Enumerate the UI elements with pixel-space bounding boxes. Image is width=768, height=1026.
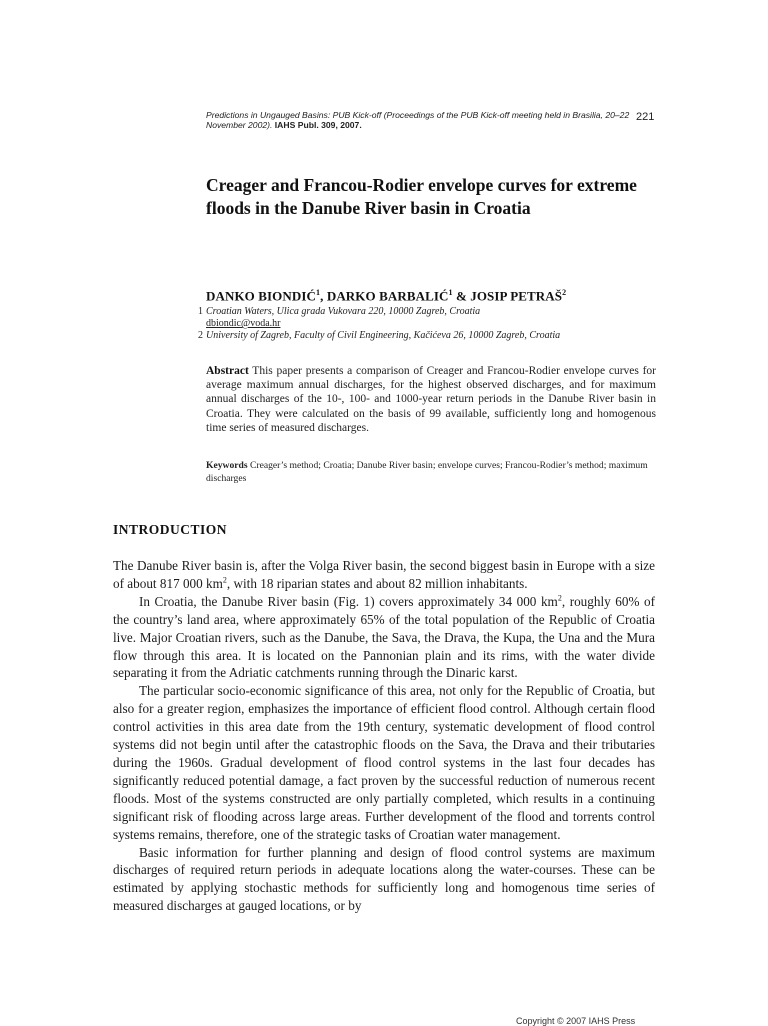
copyright-notice: Copyright © 2007 IAHS Press xyxy=(516,1016,636,1026)
author-name: DARKO BARBALIĆ xyxy=(326,288,449,304)
abstract-label: Abstract xyxy=(206,365,249,377)
paragraph xyxy=(113,593,655,683)
header-publication: IAHS Publ. 309, 2007. xyxy=(274,120,362,130)
header-citation: Predictions in Ungauged Basins: PUB Kick-off (Proceedings of the PUB Kick-off meeting held in Brasilia, 20–22 November 2002). xyxy=(206,110,630,130)
author-affiliation-mark: 2 xyxy=(562,288,567,297)
page-number: 221 xyxy=(636,111,655,123)
affiliation-number: 2 xyxy=(198,330,203,341)
abstract xyxy=(206,364,656,435)
affiliation-text: University of Zagreb, Faculty of Civil Engineering, Kačićeva 26, 10000 Zagreb, Croatia xyxy=(206,330,561,341)
author-list xyxy=(206,288,676,304)
keywords-label: Keywords xyxy=(206,460,248,471)
running-header xyxy=(206,110,646,130)
affiliation-item xyxy=(198,306,668,330)
paragraph: Basic information for further planning and design of flood control systems are maximum discharges of required return periods in adequate locations along the water-courses. These can be estimated by applying stochastic methods for sufficiently long and homogenous time series of measured discharges at gauged locations, or by xyxy=(113,844,655,914)
paragraph-text: , with 18 riparian states and about 82 million inhabitants. xyxy=(226,575,528,591)
abstract-text: This paper presents a comparison of Creager and Francou-Rodier envelope curves for average maximum annual discharges, for the highest observed discharges, and for maximum annual discharges of the 10-, 100- and 1000-year return periods in the Danube River basin in Croatia. They were calculated on the basis of 99 available, sufficiently long and homogenous time series of measured discharges. xyxy=(206,365,656,434)
affiliation-text: Croatian Waters, Ulica grada Vukovara 220, 10000 Zagreb, Croatia xyxy=(206,306,481,317)
superscript: 2 xyxy=(222,575,227,585)
author-name: JOSIP PETRAŠ xyxy=(470,288,563,304)
section-heading: INTRODUCTION xyxy=(113,522,228,537)
author-affiliation-mark: 1 xyxy=(448,288,453,297)
author-separator: , xyxy=(320,288,327,304)
author-email-link[interactable]: dbiondic@voda.hr xyxy=(206,318,281,329)
affiliations xyxy=(198,306,668,342)
affiliation-item xyxy=(198,330,668,342)
paragraph-text: , roughly 60% of the country’s land area, where approximately 65% of the total population of the Republic of Croatia live. Major Croatian rivers, such as the Danube, the Sava, the Drava, the Kupa, the Una and the Mura flow through this area. It is located on the Pannonian plain and its rims, with the water divide separating it from the Adriatic catchments running through the Dinaric karst. xyxy=(113,593,656,681)
author-name: DANKO BIONDIĆ xyxy=(206,288,317,304)
author-separator: & xyxy=(452,288,471,304)
body-text xyxy=(113,557,655,915)
keywords-text: Creager’s method; Croatia; Danube River basin; envelope curves; Francou-Rodier’s method; maximum discharges xyxy=(206,460,648,484)
paragraph xyxy=(113,557,655,593)
paragraph: The particular socio-economic significance of this area, not only for the Republic of Croatia, but also for a greater region, emphasizes the importance of efficient flood control. Although certain flood control activities in this area date from the 19th century, systematic development of flood control systems did not begin until after the catastrophic floods on the Sava, the Drava and their tributaries during the 1960s. Gradual development of flood control systems in the last four decades has significantly reduced potential damage, a fact proven by the successful reduction of numerous recent floods. Most of the systems constructed are only partially completed, which results in a continuing significant risk of flooding across large areas. Further development of the flood and torrents control systems remains, therefore, one of the strategic tasks of Croatian water management. xyxy=(113,683,655,842)
paper-title: Creager and Francou-Rodier envelope curves for extreme floods in the Danube River basin in Croatia xyxy=(206,175,637,218)
paragraph-text: In Croatia, the Danube River basin (Fig. 1) covers approximately 34 000 km xyxy=(139,593,558,609)
affiliation-number: 1 xyxy=(198,306,203,317)
keywords xyxy=(206,460,656,485)
paragraph-text: The Danube River basin is, after the Volga River basin, the second biggest basin in Europe with a size of about 817 000 km xyxy=(113,558,655,591)
author-affiliation-mark: 1 xyxy=(316,288,321,297)
superscript: 2 xyxy=(557,593,562,603)
